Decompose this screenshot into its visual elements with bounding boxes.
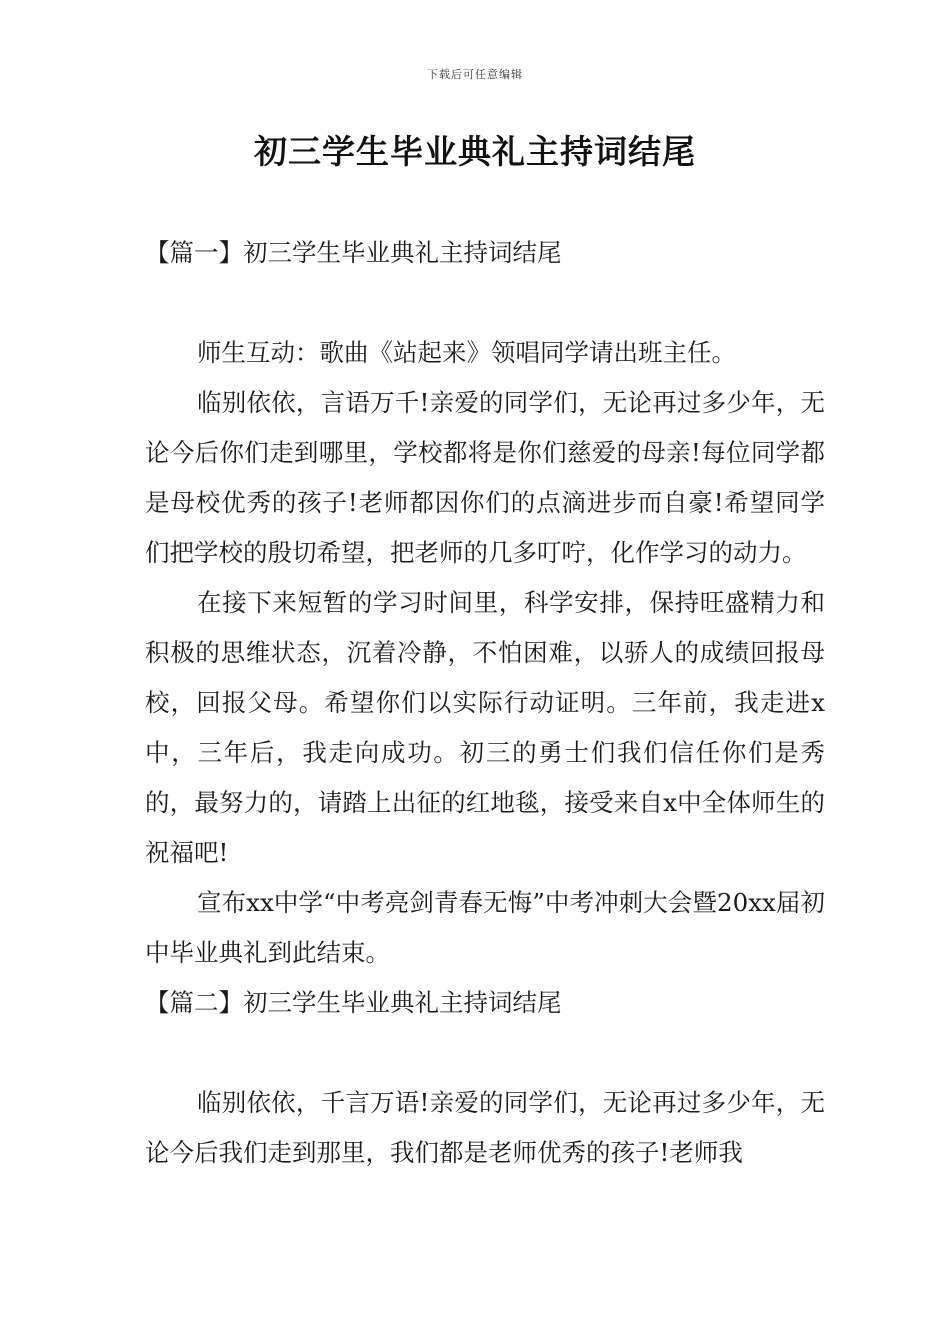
paragraph: 在接下来短暂的学习时间里，科学安排，保持旺盛精力和积极的思维状态，沉着冷静，不怕困难，以骄人的成绩回报母校，回报父母。希望你们以实际行动证明。三年前，我走进x中，三年后，我走向成功。初三的勇士们我们信任你们是秀的，最努力的，请踏上出征的红地毯，接受来自x中全体师生的祝福吧!	[145, 588, 825, 867]
paragraph: 临别依依，千言万语!亲爱的同学们，无论再过多少年，无论今后我们走到那里，我们都是老师优秀的孩子!老师我	[145, 1088, 825, 1167]
document-body	[145, 228, 825, 1178]
section-heading-1: 【篇一】初三学生毕业典礼主持词结尾	[145, 238, 562, 267]
paragraph: 临别依依，言语万千!亲爱的同学们，无论再过多少年，无论今后你们走到哪里，学校都将是你们慈爱的母亲!每位同学都是母校优秀的孩子!老师都因你们的点滴进步而自豪!希望同学们把学校的殷切希望，把老师的几多叮咛，化作学习的动力。	[145, 388, 825, 567]
document-title: 初三学生毕业典礼主持词结尾	[254, 132, 696, 171]
section-heading-2: 【篇二】初三学生毕业典礼主持词结尾	[145, 988, 562, 1017]
header-note: 下载后可任意编辑	[427, 68, 523, 81]
paragraph: 宣布xx中学“中考亮剑青春无悔”中考冲刺大会暨20xx届初中毕业典礼到此结束。	[145, 888, 825, 967]
paragraph: 师生互动：歌曲《站起来》领唱同学请出班主任。	[197, 338, 736, 367]
